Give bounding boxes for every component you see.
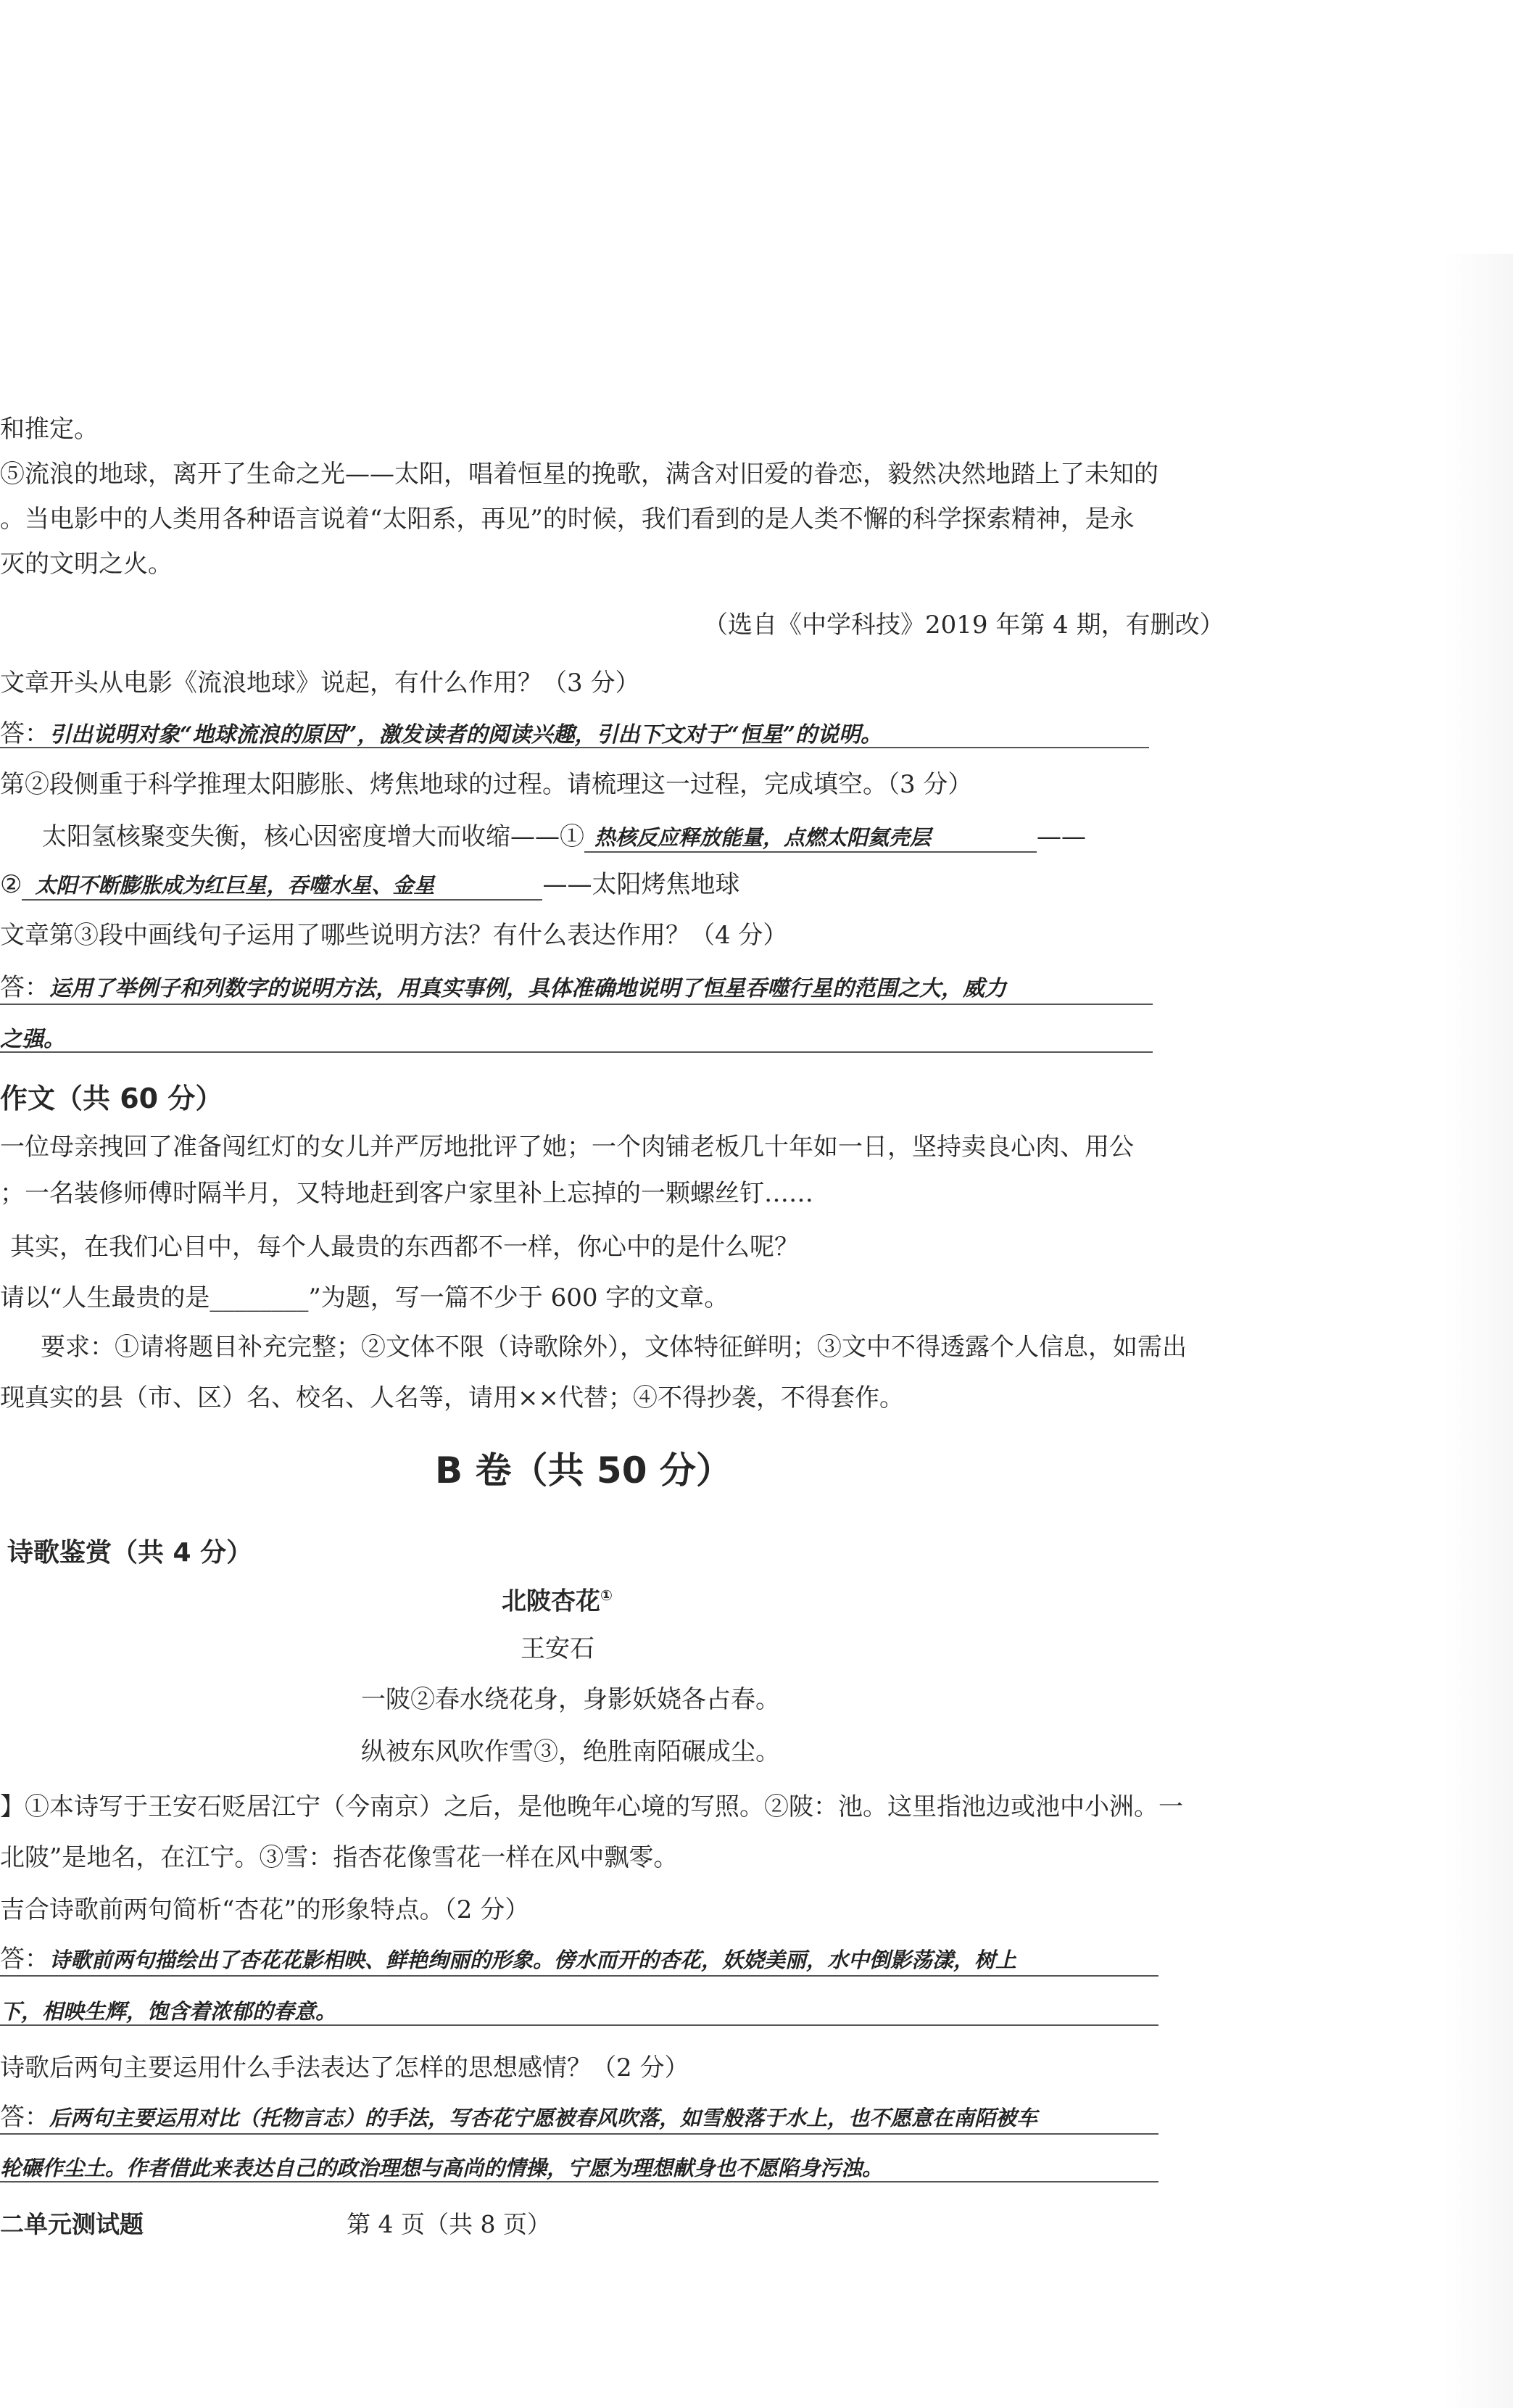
answer-underline bbox=[0, 747, 1149, 748]
handwritten-blank-1: 热核反应释放能量，点燃太阳氦壳层 bbox=[584, 824, 1037, 853]
poem-line: 纵被东风吹作雪③，绝胜南陌碾成尘。 bbox=[361, 1737, 780, 1766]
writing-requirement: 现真实的县（市、区）名、校名、人名等，请用××代替；④不得抄袭，不得套作。 bbox=[0, 1383, 904, 1412]
answer-underline bbox=[0, 2024, 1158, 2026]
question-3: 文章第③段中画线句子运用了哪些说明方法？有什么表达作用？（4 分） bbox=[0, 921, 788, 950]
answer-underline bbox=[0, 1051, 1153, 1053]
writing-prompt-line: 一位母亲拽回了准备闯红灯的女儿并严厉地批评了她；一个肉铺老板几十年如一日，坚持卖良心肉、用公 bbox=[0, 1133, 1134, 1162]
handwritten-answer: 后两句主要运用对比（托物言志）的手法，写杏花宁愿被春风吹落，如雪般落于水上，也不愿意在南陌被车 bbox=[49, 2106, 1038, 2130]
question-4: 吉合诗歌前两句简析“杏花”的形象特点。（2 分） bbox=[0, 1895, 530, 1924]
handwritten-answer: 轮碾作尘土。作者借此来表达自己的政治理想与高尚的情操，宁愿为理想献身也不愿陷身污浊。 bbox=[0, 2156, 884, 2180]
poem-title bbox=[502, 1579, 613, 1617]
answer-prefix: 答： bbox=[0, 973, 49, 1002]
writing-requirement: 要求：①请将题目补充完整；②文体不限（诗歌除外），文体特征鲜明；③文中不得透露个人信息，如需出 bbox=[41, 1333, 1187, 1362]
answer-prefix: 答： bbox=[0, 1945, 49, 1974]
passage-line: 。当电影中的人类用各种语言说着“太阳系，再见”的时候，我们看到的是人类不懈的科学探索精神，是永 bbox=[0, 505, 1135, 534]
fill-text: —— bbox=[1037, 822, 1086, 851]
writing-prompt-line: 其实，在我们心目中，每个人最贵的东西都不一样，你心中的是什么呢？ bbox=[10, 1233, 799, 1262]
handwritten-blank-2: 太阳不断膨胀成为红巨星，吞噬水星、金星 bbox=[22, 872, 542, 901]
fill-text: ——太阳烤焦地球 bbox=[542, 870, 740, 899]
answer-prefix: 答： bbox=[0, 2103, 49, 2132]
passage-line: ⑤流浪的地球，离开了生命之光——太阳，唱着恒星的挽歌，满含对旧爱的眷恋，毅然决然地踏上了未知的 bbox=[0, 460, 1158, 489]
fill-text: 太阳氢核聚变失衡，核心因密度增大而收缩——① bbox=[42, 822, 584, 851]
poem-annotation: 北陂”是地名，在江宁。③雪：指杏花像雪花一样在风中飘零。 bbox=[0, 1843, 679, 1872]
poem-author: 王安石 bbox=[521, 1634, 594, 1663]
answer-prefix: 答： bbox=[0, 719, 49, 748]
question-1: 文章开头从电影《流浪地球》说起，有什么作用？（3 分） bbox=[0, 669, 640, 698]
answer-4 bbox=[0, 1943, 1016, 1976]
poem-line: 一陂②春水绕花身，身影妖娆各占春。 bbox=[361, 1685, 780, 1714]
question-2: 第②段侧重于科学推理太阳膨胀、烤焦地球的过程。请梳理这一过程，完成填空。（3 分） bbox=[0, 770, 973, 799]
page-number: 第 4 页（共 8 页） bbox=[347, 2210, 551, 2238]
passage-line: 灭的文明之火。 bbox=[0, 550, 173, 579]
handwritten-answer: 下，相映生辉，饱含着浓郁的春意。 bbox=[0, 1999, 337, 2024]
handwritten-answer: 运用了举例子和列数字的说明方法，用真实事例，具体准确地说明了恒星吞噬行星的范围之大，威力 bbox=[49, 976, 1006, 1001]
writing-prompt-line: ；一名装修师傅时隔半月，又特地赶到客户家里补上忘掉的一颗螺丝钉…… bbox=[0, 1179, 813, 1208]
handwritten-answer: 诗歌前两句描绘出了杏花花影相映、鲜艳绚丽的形象。傍水而开的杏花，妖娆美丽，水中倒影荡漾，树上 bbox=[49, 1948, 1017, 1972]
answer-underline bbox=[0, 1004, 1153, 1005]
answer-5 bbox=[0, 2101, 1037, 2134]
passage-source: （选自《中学科技》2019 年第 4 期，有删改） bbox=[703, 611, 1224, 640]
passage-line: 和推定。 bbox=[0, 415, 99, 444]
answer-underline bbox=[0, 2133, 1158, 2135]
writing-prompt-line: 请以“人生最贵的是________”为题，写一篇不少于 600 字的文章。 bbox=[0, 1283, 729, 1312]
handwritten-answer: 之强。 bbox=[0, 1027, 65, 1052]
section-b-title: B 卷（共 50 分） bbox=[435, 1449, 732, 1491]
question-5: 诗歌后两句主要运用什么手法表达了怎样的思想感情？（2 分） bbox=[0, 2053, 689, 2082]
fill-line-1 bbox=[42, 821, 1086, 853]
answer-3 bbox=[0, 972, 1006, 1005]
poem-title-text: 北陂杏花 bbox=[502, 1586, 600, 1616]
footnote-marker: ① bbox=[600, 1586, 613, 1604]
section-heading-writing: 作文（共 60 分） bbox=[0, 1083, 223, 1114]
handwritten-answer: 引出说明对象“地球流浪的原因”，激发读者的阅读兴趣，引出下文对于“恒星”的说明。 bbox=[49, 722, 883, 748]
page-edge-shadow bbox=[1443, 254, 1513, 2408]
fill-line-2 bbox=[0, 869, 739, 901]
fill-marker: ② bbox=[0, 870, 22, 899]
answer-underline bbox=[0, 2181, 1158, 2182]
poem-annotation: 】①本诗写于王安石贬居江宁（今南京）之后，是他晚年心境的写照。②陂：池。这里指池边或池中小洲。一 bbox=[0, 1792, 1183, 1821]
answer-underline bbox=[0, 1975, 1158, 1977]
section-heading-poetry: 诗歌鉴赏（共 4 分） bbox=[7, 1538, 253, 1568]
footer-unit-title: 二单元测试题 bbox=[0, 2210, 144, 2238]
